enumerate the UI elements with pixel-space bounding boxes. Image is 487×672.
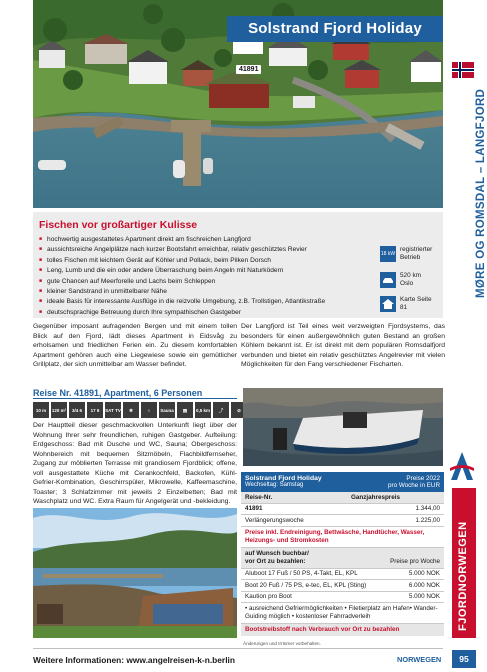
boat-photo	[243, 388, 443, 466]
accommodation-title: Solstrand Fjord Holiday	[227, 16, 443, 42]
registered-business	[380, 246, 444, 262]
intro-text-left: Gegenüber imposant aufragenden Bergen und mit einem tollen Blick auf den Fjord, lädt dieses Apartment in Eidsvåg zu erholsamen und friedlichen Ferien ein. Zu diesem komfortablen Apartment gehören auch eine Liegewiese sowie ein gemütlicher Grillplatz, der sich unmittelbar am Wasser befindet.	[33, 323, 237, 369]
extra-value: 5.000 NOK	[408, 570, 440, 578]
trip-description: Der Hauptteil dieser geschmackvollen Unterkunft liegt über der Wohnung Ihrer sehr freundlichen, ruhigen Gastgeber. Aufteilung: Erdgeschoss: Bad mit Dusche und WC, Sauna; Obergeschoss: Wohnbereich mit bequemen Sitzmöbeln, Flachbildfernseher, Zugang zur möblierten Terrasse mit grandiosem Fjordblick; offene, voll ausgestattete Küche mit Cerankochfeld, Backofen, Kühl-Gefrier-Kombination, Geschirrspüler, Mikrowelle, Kaffeemaschine, Toaster; 3 Schlafzimmer mit jeweils 2 Einzelbetten; Bad mit Waschplatz und WC. Extra Raum für Angelgerät und -bekleidung.	[33, 422, 237, 505]
feature-item: ■ Leng, Lumb und die ein oder andere Überraschung beim Angeln mit Naturködern	[39, 266, 325, 276]
extra-row	[241, 569, 444, 581]
map-reference	[380, 296, 432, 312]
sauna-icon: Sauna	[159, 402, 175, 418]
extra-value: 5.000 NOK	[408, 593, 440, 601]
trip-title: Reise Nr. 41891, Apartment, 6 Personen	[33, 388, 203, 398]
registered-business-icon: 18 kW	[380, 246, 396, 262]
price-row-label: 41891	[245, 505, 263, 513]
norway-flag-icon	[452, 62, 474, 78]
dishwasher-icon: ▤	[177, 402, 193, 418]
price-row-value: 1.344,00	[415, 505, 440, 513]
fuel-note: Bootstreibstoff nach Verbrauch vor Ort zu bezahlen	[241, 624, 444, 636]
bedrooms-icon: 3/4 6	[69, 402, 85, 418]
house-photo	[33, 508, 237, 638]
price-accommodation-name: Solstrand Fjord Holiday	[245, 475, 322, 482]
freezer-icon: ❄	[123, 402, 139, 418]
living-area-icon: 120 m²	[51, 402, 67, 418]
trip-title-rule	[33, 398, 237, 399]
extra-row	[241, 580, 444, 592]
optional-extras-subtitle: vor Ort zu bezahlen:	[245, 557, 306, 565]
feature-item: ■ deutschsprachige Betreuung durch Ihre sympathischen Gastgeber	[39, 308, 325, 318]
highlights-box	[33, 212, 443, 318]
extra-label: Boot 20 Fuß / 75 PS, e-tec, EL, KPL (Sting)	[245, 581, 367, 589]
price-unit-label: pro Woche in EUR	[387, 482, 440, 490]
price-row-label: Verlängerungswoche	[245, 516, 304, 524]
feature-item: ■ tolles Fischen mit leichtem Gerät auf Köhler und Pollack, beim Pilken Dorsch	[39, 256, 325, 266]
brand-band	[452, 488, 476, 638]
price-disclaimer: Änderungen und Irrtümer vorbehalten.	[243, 641, 321, 646]
feature-item: ■ gute Chancen auf Meerforelle und Lachs beim Schleppen	[39, 277, 325, 287]
price-row	[241, 504, 444, 516]
sat-tv-icon: SAT TV	[105, 402, 121, 418]
extra-services: • ausreichend Gefriermöglichkeiten • Filetierplatz am Hafen• Wander-Guiding möglich • kostenloser Fahrradverleih	[241, 603, 444, 624]
highlights-heading: Fischen vor großartiger Kulisse	[39, 219, 198, 231]
footer-info-link[interactable]: Weitere Informationen: www.angelreisen-k-n.berlin	[33, 655, 235, 665]
change-day: Wechseltag: Samstag	[245, 482, 304, 488]
price-table	[241, 472, 444, 636]
optional-extras-unit: Preise pro Woche	[390, 557, 440, 565]
extra-label: Kaution pro Boot	[245, 593, 292, 601]
footer-section-label: NORWEGEN	[397, 655, 442, 664]
intro-text-right: Der Langfjord ist Teil eines weit verzweigten Fjordsystems, das besonders für einen außergewöhnlich guten Bestand an großen Köhlern bekannt ist. Er ist direkt mit dem populären Romsdalfjord verbunden und bietet ein relativ geschütztes Angelrevier mit vielen Möglichkeiten für den Fang verschiedener Fischarten.	[241, 323, 445, 369]
extra-value: 6.000 NOK	[408, 581, 440, 589]
region-label: MØRE OG ROMSDAL – LANGFJORD	[475, 88, 487, 298]
washing-machine-icon: ○	[141, 402, 157, 418]
shop-distance-icon: 0,5 km	[195, 402, 211, 418]
hero-photo	[33, 0, 443, 208]
feature-list	[39, 235, 325, 318]
optional-extras-title: auf Wunsch buchbar/	[245, 549, 309, 557]
page-number: 95	[452, 650, 476, 668]
registered-business-text: registrierter Betrieb	[400, 246, 433, 261]
map-reference-text: Karte Seite 81	[400, 296, 432, 311]
price-row-value: 1.225,00	[415, 516, 440, 524]
col-yearly-price: Ganzjahrespreis	[351, 493, 400, 501]
beds-icon: 17 6	[87, 402, 103, 418]
house-icon	[380, 296, 396, 312]
col-trip-number: Reise-Nr.	[245, 493, 273, 501]
extra-label: Aluboot 17 Fuß / 50 PS, 4-Takt, EL, KPL	[245, 570, 358, 578]
footer-divider	[33, 648, 443, 649]
price-column-headers	[241, 492, 444, 504]
trip-number-badge: 41891	[236, 65, 261, 74]
feature-item: ■ ideale Basis für interessante Ausflüge in die reizvolle Umgebung, z.B. Trollstigen, Atlantikstraße	[39, 297, 325, 307]
extra-row	[241, 592, 444, 604]
fishing-icon: ⤴	[213, 402, 229, 418]
no-smoking-icon: ⊘	[231, 402, 247, 418]
brand-label: FJORDNORWEGEN	[457, 521, 469, 631]
price-row	[241, 515, 444, 527]
car-icon	[380, 272, 396, 288]
distance-text: 520 km Oslo	[400, 272, 421, 287]
brand-logo-icon	[448, 450, 476, 482]
feature-item: ■ kleiner Sandstrand in unmittelbarer Nähe	[39, 287, 325, 297]
feature-item: ■ aussichtsreiche Angelplätze nach kurzer Bootsfahrt erreichbar, relativ geschütztes Revier	[39, 245, 325, 255]
price-year	[388, 475, 440, 490]
optional-extras-header	[241, 548, 444, 569]
price-included-note: Preise inkl. Endreinigung, Bettwäsche, Handtücher, Wasser, Heizungs- und Stromkosten	[241, 527, 444, 548]
price-year-label: Preise 2022	[406, 475, 440, 482]
distance-water-icon: 10 m	[33, 402, 49, 418]
amenity-icons	[33, 402, 247, 418]
price-table-header	[241, 472, 444, 492]
distance-info	[380, 272, 430, 288]
feature-item: ■ hochwertig ausgestattetes Apartment direkt am fischreichen Langfjord	[39, 235, 325, 245]
